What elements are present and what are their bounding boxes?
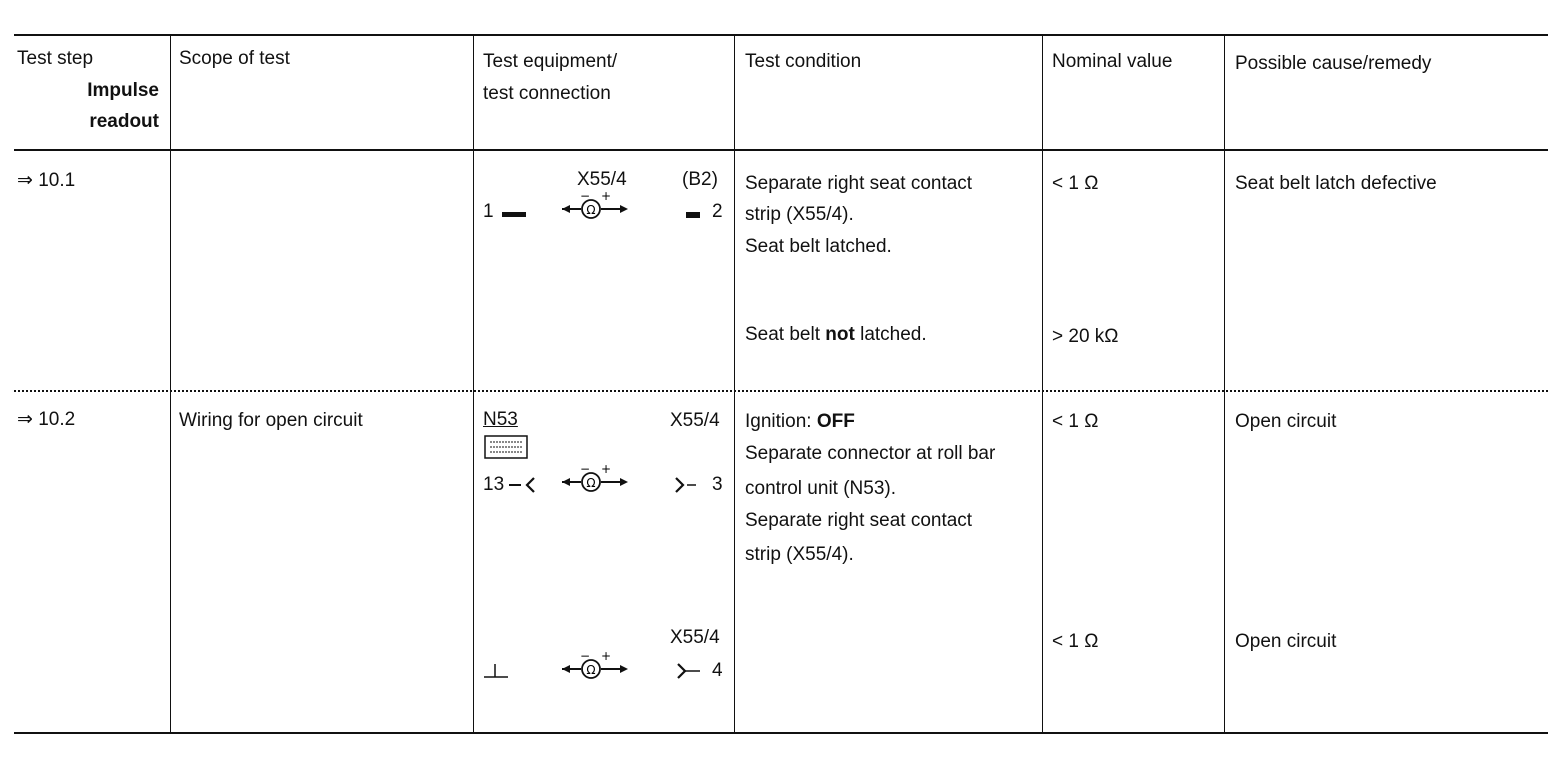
ground-icon xyxy=(482,660,512,682)
svg-text:Ω: Ω xyxy=(586,203,596,217)
column-divider xyxy=(1042,36,1043,732)
column-divider xyxy=(473,36,474,732)
table-top-rule xyxy=(14,34,1548,36)
table-bottom-rule xyxy=(14,732,1548,734)
row-10-1-pin-right: 2 xyxy=(712,201,723,222)
row-10-2-pin-right: 3 xyxy=(712,474,723,495)
row-10-2-cause-second: Open circuit xyxy=(1235,631,1337,652)
header-connection: test connection xyxy=(483,83,611,104)
row-10-2-scope: Wiring for open circuit xyxy=(179,410,363,431)
row-10-2-unit: N53 xyxy=(483,409,518,430)
row-10-2-nominal-second: < 1 Ω xyxy=(1052,631,1099,652)
row-10-2-nominal: < 1 Ω xyxy=(1052,411,1099,432)
column-divider xyxy=(1224,36,1225,732)
header-condition: Test condition xyxy=(745,51,862,72)
svg-text:+: + xyxy=(601,189,612,203)
header-readout: readout xyxy=(89,111,159,132)
header-equipment: Test equipment/ xyxy=(483,51,618,72)
header-nominal: Nominal value xyxy=(1052,51,1173,72)
header-cause: Possible cause/remedy xyxy=(1235,53,1432,74)
row-10-1-nominal: < 1 Ω xyxy=(1052,173,1099,194)
plug-icon xyxy=(674,660,708,682)
row-10-2-cause: Open circuit xyxy=(1235,411,1337,432)
row-10-1-condition-unlatched: Seat belt not latched. xyxy=(745,324,927,345)
svg-text:Ω: Ω xyxy=(586,476,596,490)
header-impulse: Impulse xyxy=(87,80,159,101)
row-10-2-condition-line: Separate connector at roll bar xyxy=(745,443,996,464)
header-bottom-rule xyxy=(14,149,1548,151)
svg-text:+: + xyxy=(601,649,612,663)
row-10-2-ignition: Ignition: OFF xyxy=(745,411,855,432)
svg-text:−: − xyxy=(580,462,591,476)
ohmmeter-icon xyxy=(560,188,630,222)
row-10-1-step: ⇒ 10.1 xyxy=(17,170,76,191)
svg-text:Ω: Ω xyxy=(586,663,596,677)
row-10-2-pin-right-second: 4 xyxy=(712,660,723,681)
socket-icon xyxy=(500,208,530,218)
row-10-1-cause: Seat belt latch defective xyxy=(1235,173,1437,194)
socket-icon xyxy=(686,208,706,218)
control-unit-icon xyxy=(483,434,531,464)
header-test-step: Test step xyxy=(17,48,94,69)
svg-text:−: − xyxy=(580,649,591,663)
svg-text:−: − xyxy=(580,189,591,203)
row-10-1-pin-left: 1 xyxy=(483,201,494,222)
row-10-2-pin-left: 13 xyxy=(483,474,505,495)
row-10-1-nominal-unlatched: > 20 kΩ xyxy=(1052,326,1119,347)
plug-icon xyxy=(507,474,541,496)
svg-text:+: + xyxy=(601,462,612,476)
column-divider xyxy=(170,36,171,732)
row-10-2-step: ⇒ 10.2 xyxy=(17,409,76,430)
ohmmeter-icon xyxy=(560,461,630,495)
row-10-2-condition-line: control unit (N53). xyxy=(745,478,897,499)
row-10-1-condition-line: Seat belt latched. xyxy=(745,236,892,257)
header-scope: Scope of test xyxy=(179,48,290,69)
row-10-1-connector: X55/4 xyxy=(577,169,627,190)
row-10-2-connector-second: X55/4 xyxy=(670,627,720,648)
column-divider xyxy=(734,36,735,732)
row-10-1-condition-line: Separate right seat contact xyxy=(745,173,973,194)
row-10-1-condition-line: strip (X55/4). xyxy=(745,204,854,225)
plug-icon xyxy=(672,474,706,496)
row-10-1-component: (B2) xyxy=(682,169,718,190)
row-separator xyxy=(14,390,1548,392)
row-10-2-condition-line: Separate right seat contact xyxy=(745,510,973,531)
row-10-2-condition-line: strip (X55/4). xyxy=(745,544,854,565)
ohmmeter-icon xyxy=(560,648,630,682)
row-10-2-connector: X55/4 xyxy=(670,410,720,431)
